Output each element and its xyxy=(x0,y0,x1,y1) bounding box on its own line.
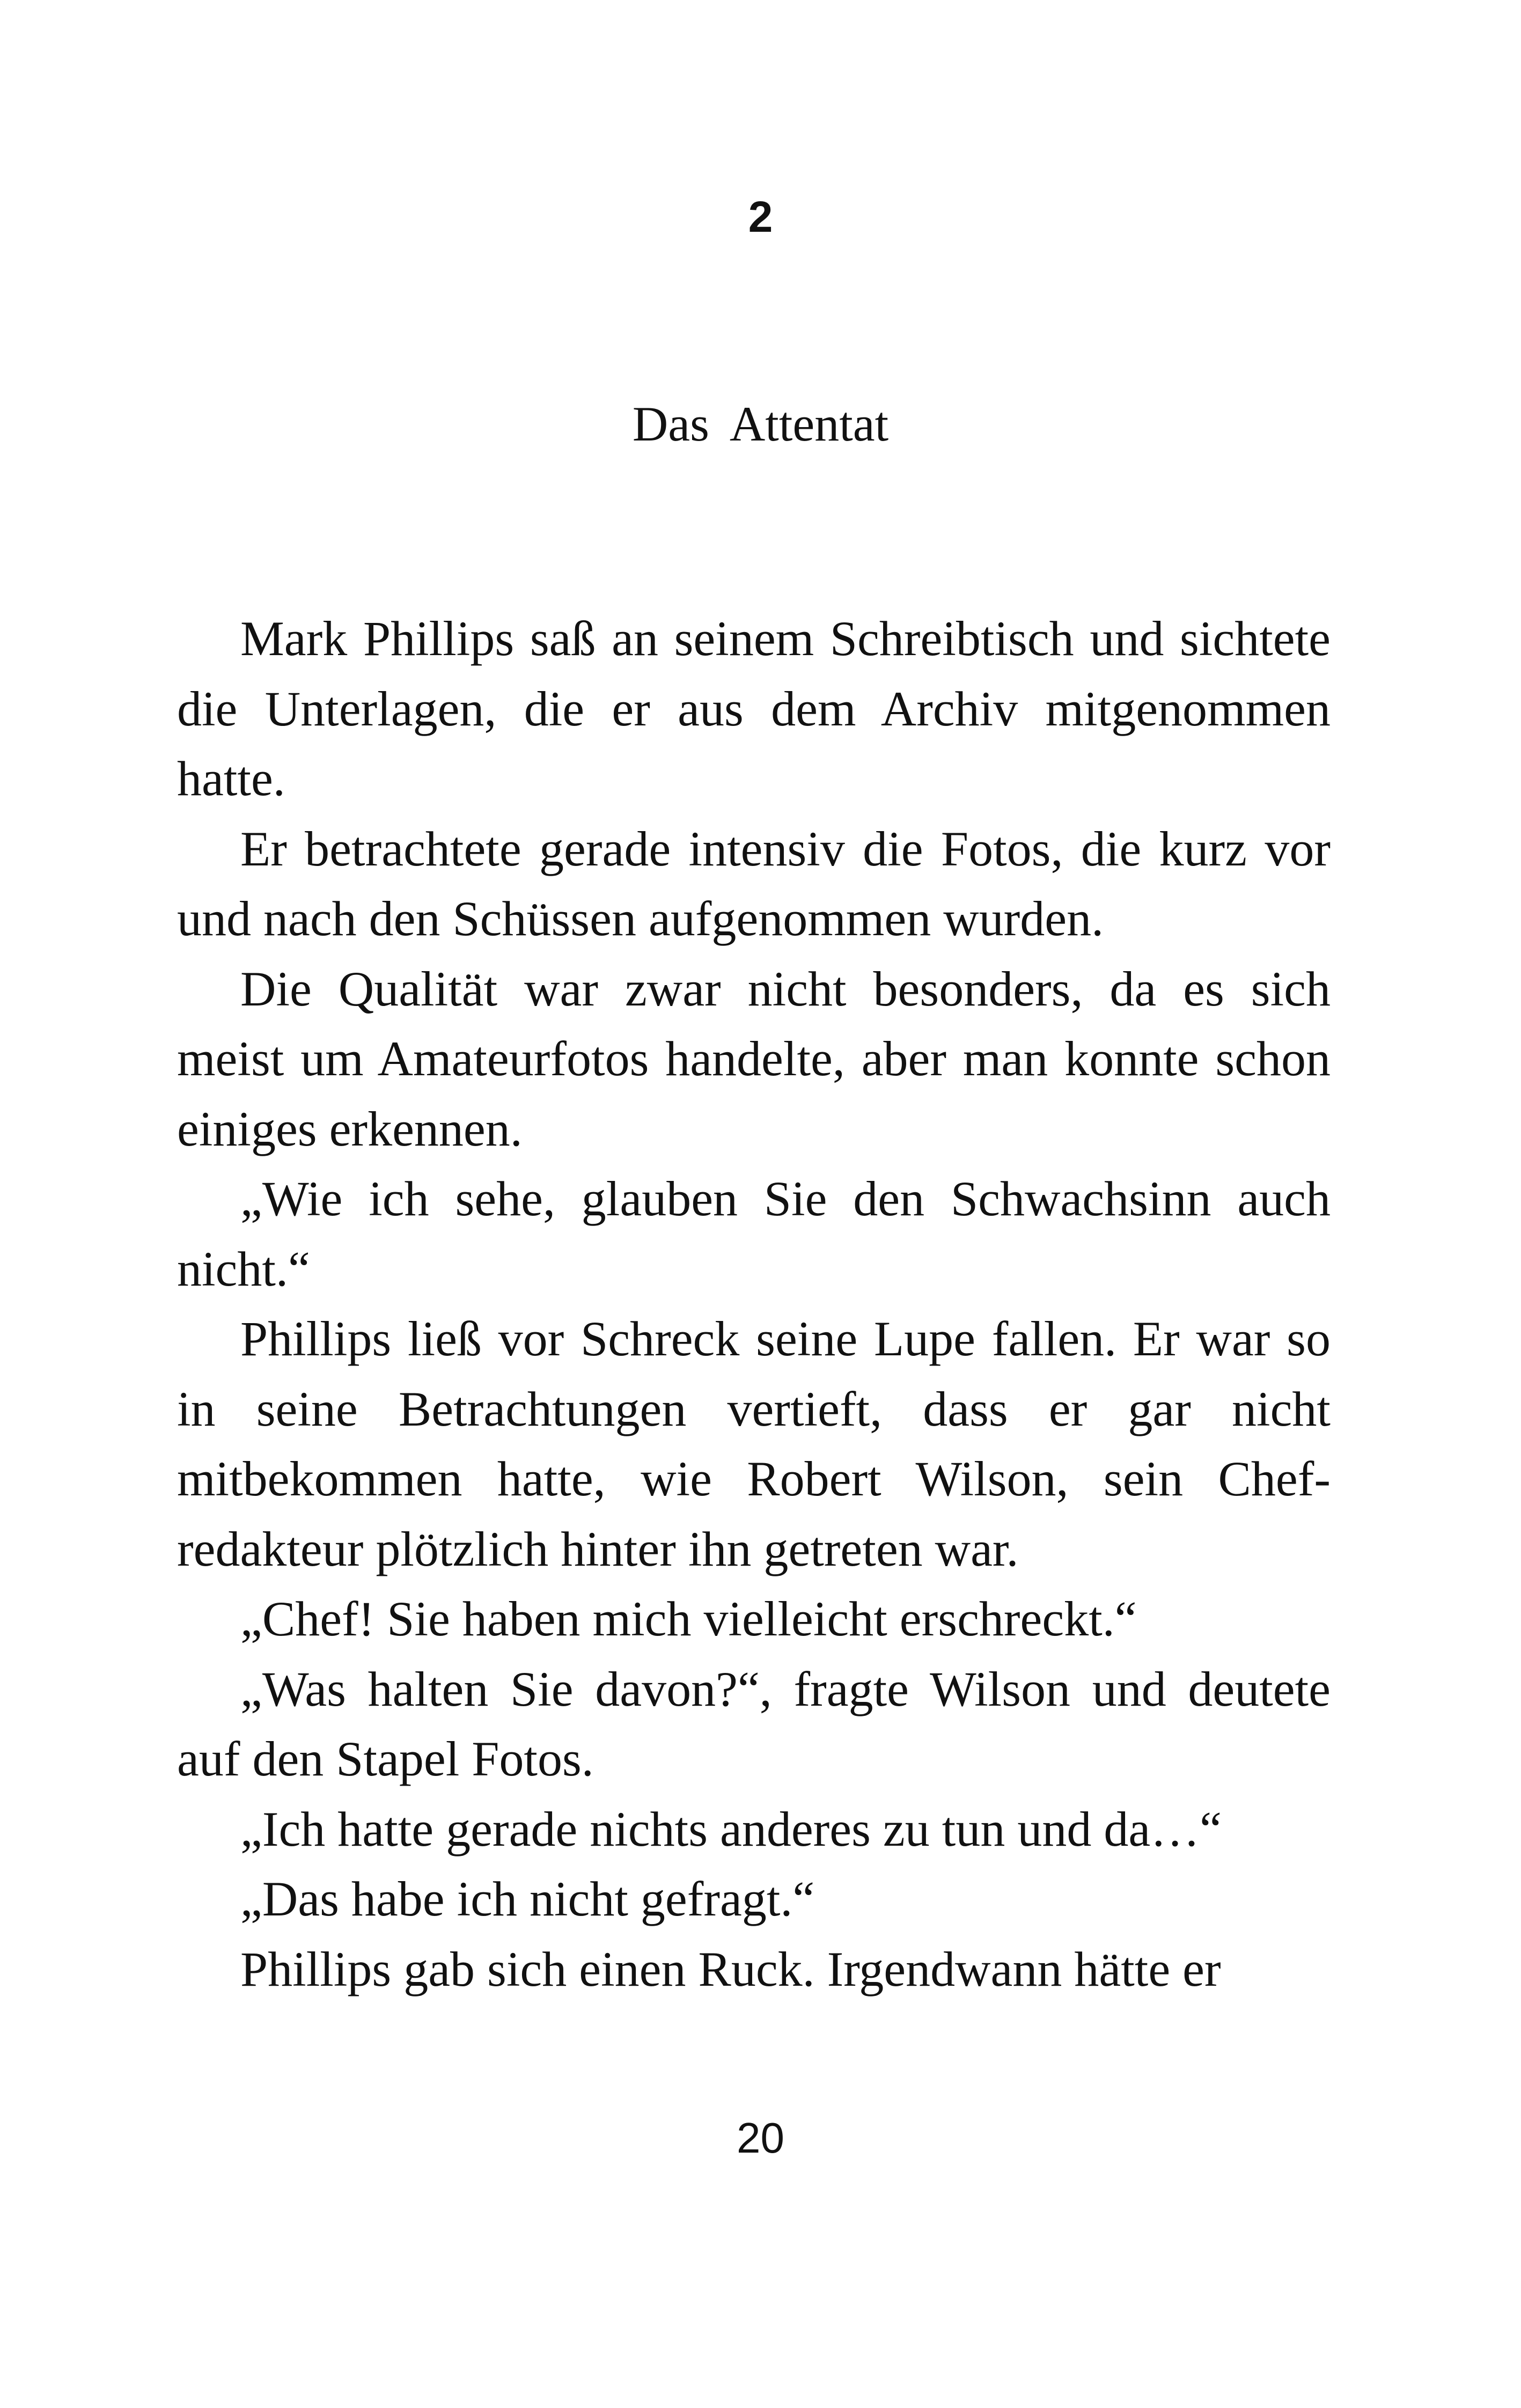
paragraph: Phillips ließ vor Schreck seine Lupe fallen. Er war so in seine Betrachtungen vertieft, dass er gar nicht mitbekommen hatte, wie Robert Wilson, sein Chefredakteur plötzlich hinter ihn getreten war. xyxy=(177,1311,1331,1576)
page-number: 20 xyxy=(737,2114,784,2162)
paragraph: „Ich hatte gerade nichts anderes zu tun und da…“ xyxy=(240,1801,1222,1856)
paragraph: „Das habe ich nicht gefragt.“ xyxy=(240,1871,815,1926)
paragraph: „Chef! Sie haben mich vielleicht erschreckt.“ xyxy=(240,1591,1137,1646)
paragraph: Die Qualität war zwar nicht besonders, da es sich meist um Amateurfotos handelte, aber man konnte schon einiges erkennen. xyxy=(177,961,1331,1156)
chapter-number: 2 xyxy=(748,193,773,241)
paragraph: Mark Phillips saß an seinem Schreibtisch und sichtete die Unterlagen, die er aus dem Archiv mitgenommen hatte. xyxy=(177,611,1331,806)
paragraph: Er betrachtete gerade intensiv die Fotos, die kurz vor und nach den Schüssen aufgenommen wurden. xyxy=(177,821,1331,946)
chapter-title: Das Attentat xyxy=(632,397,889,451)
body-text xyxy=(177,604,1331,2004)
paragraph: „Wie ich sehe, glauben Sie den Schwachsinn auch nicht.“ xyxy=(177,1171,1331,1296)
paragraph: „Was halten Sie davon?“, fragte Wilson und deutete auf den Stapel Fotos. xyxy=(177,1661,1331,1786)
paragraph: Phillips gab sich einen Ruck. Irgendwann hätte er xyxy=(240,1941,1221,1996)
